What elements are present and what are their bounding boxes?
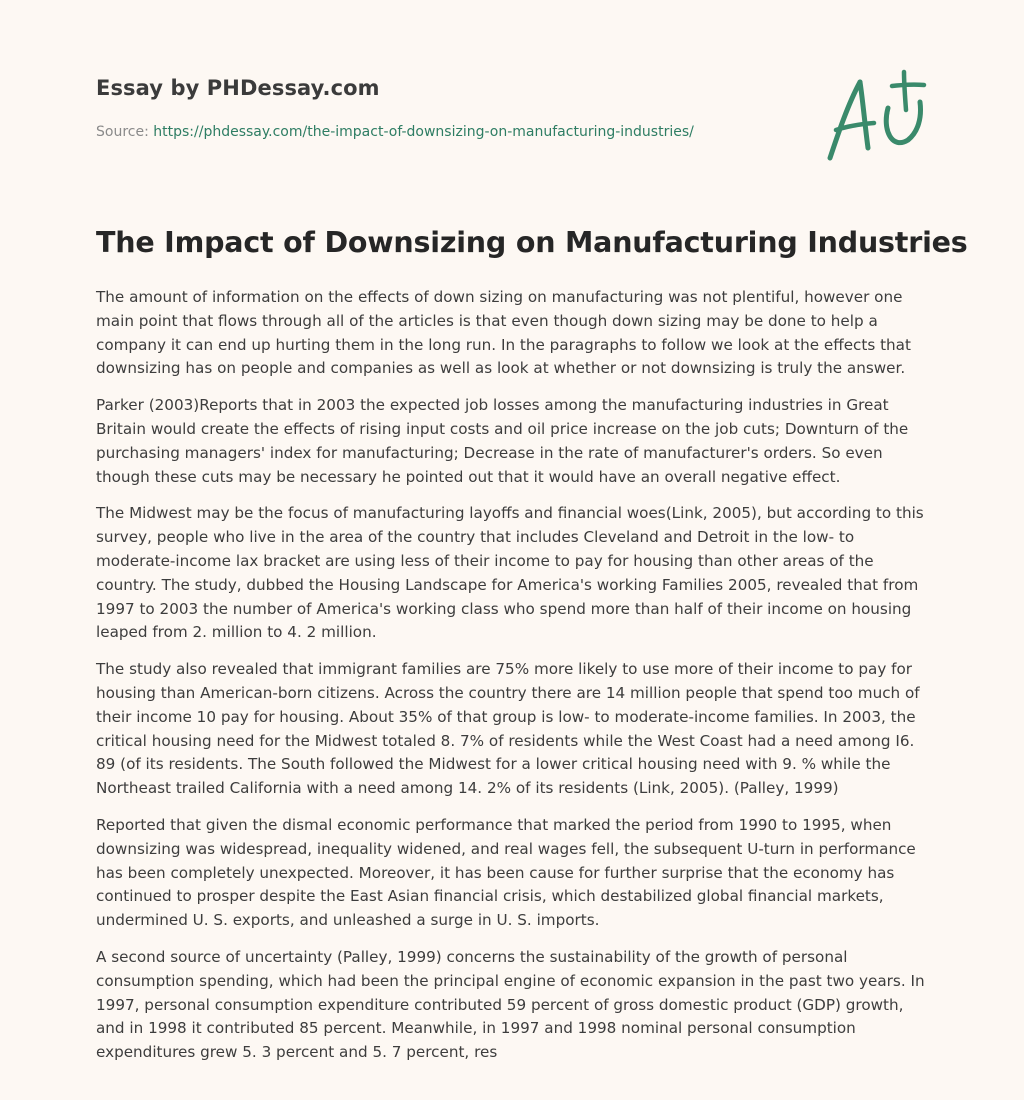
source-line xyxy=(96,124,936,140)
a-plus-logo-icon xyxy=(822,68,928,164)
source-label: Source: xyxy=(96,124,149,140)
essay-title: The Impact of Downsizing on Manufacturing Industries xyxy=(96,226,968,259)
essay-paragraph: The Midwest may be the focus of manufacturing layoffs and financial woes(Link, 2005), but according to this survey, people who live in the area of the country that includes Cleveland and Detroit in the low- to moderate-income lax bracket are using less of their income to pay for housing than other areas of the country. The study, dubbed the Housing Landscape for America's working Families 2005, revealed that from 1997 to 2003 the number of America's working class who spend more than half of their income on housing leaped from 2. million to 4. 2 million. xyxy=(96,504,924,642)
essay-paragraph: Reported that given the dismal economic performance that marked the period from 1990 to 1995, when downsizing was widespread, inequality widened, and real wages fell, the subsequent U-turn in performance has been completely unexpected. Moreover, it has been cause for further surprise that the economy has continued to prosper despite the East Asian financial crisis, which destabilized global financial markets, undermined U. S. exports, and unleashed a surge in U. S. imports. xyxy=(96,815,916,930)
essay-paragraph: A second source of uncertainty (Palley, 1999) concerns the sustainability of the growth of personal consumption spending, which had been the principal engine of economic expansion in the past two years. In 1997, personal consumption expenditure contributed 59 percent of gross domestic product (GDP) growth, and in 1998 it contributed 85 percent. Meanwhile, in 1997 and 1998 nominal personal consumption expenditures grew 5. 3 percent and 5. 7 percent, res xyxy=(96,947,925,1062)
essay-paragraph: Parker (2003)Reports that in 2003 the expected job losses among the manufacturing industries in Great Britain would create the effects of rising input costs and oil price increase on the job cuts; Downturn of the purchasing managers' index for manufacturing; Decrease in the rate of manufacturer's orders. So even though these cuts may be necessary he pointed out that it would have an overall negative effect. xyxy=(96,396,909,486)
essay-paragraph: The study also revealed that immigrant families are 75% more likely to use more of their income to pay for housing than American-born citizens. Across the country there are 14 million people that spend too much of their income 10 pay for housing. About 35% of that group is low- to moderate-income families. In 2003, the critical housing need for the Midwest totaled 8. 7% of residents while the West Coast had a need among I6. 89 (of its residents. The South followed the Midwest for a lower critical housing need with 9. % while the Northeast trailed California with a need among 14. 2% of its residents (Link, 2005). (Palley, 1999) xyxy=(96,660,920,798)
site-title: Essay by PHDessay.com xyxy=(96,76,380,100)
essay-body xyxy=(96,286,932,1078)
source-link[interactable]: https://phdessay.com/the-impact-of-downsizing-on-manufacturing-industries/ xyxy=(153,124,694,140)
essay-paragraph: The amount of information on the effects of down sizing on manufacturing was not plentiful, however one main point that flows through all of the articles is that even though down sizing may be done to help a company it can end up hurting them in the long run. In the paragraphs to follow we look at the effects that downsizing has on people and companies as well as look at whether or not downsizing is truly the answer. xyxy=(96,288,911,378)
page-header xyxy=(96,76,936,140)
